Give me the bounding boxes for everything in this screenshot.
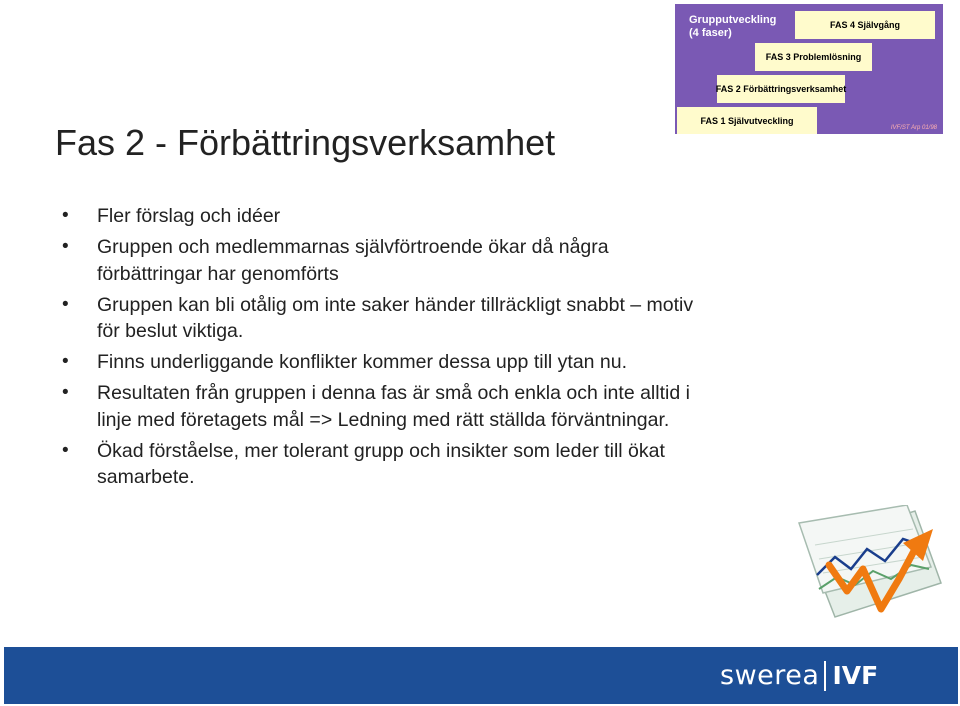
bullet-item [62, 349, 902, 376]
phase-diagram-title-line1: Grupputveckling [689, 14, 777, 26]
bullet-text-line: för beslut viktiga. [97, 320, 244, 342]
phase-diagram-signature: IVF/ST Arp 01/98 [890, 125, 937, 131]
bullet-item [62, 203, 902, 230]
bullet-dot: • [62, 236, 69, 257]
phase-diagram [675, 4, 943, 134]
bullet-item [62, 292, 902, 345]
bullet-text-line: Finns underliggande konflikter kommer dessa upp till ytan nu. [97, 351, 628, 373]
bullet-text-line: Gruppen och medlemmarnas självförtroende ökar då några [97, 236, 609, 258]
bullet-dot: • [62, 439, 69, 461]
bullet-text-line: Resultaten från gruppen i denna fas är små och enkla och inte alltid i [97, 382, 690, 404]
phase-step-1: FAS 1 Självutveckling [677, 107, 817, 134]
logo-sub-text: IVF [832, 661, 879, 690]
bullet-text-line: förbättringar har genomförts [97, 262, 339, 285]
logo-separator [824, 661, 826, 691]
swerea-ivf-logo [720, 649, 878, 702]
phase-diagram-title [689, 14, 776, 40]
bullet-item [62, 438, 902, 491]
bullet-text-line: Ökad förståelse, mer tolerant grupp och insikter som leder till ökat [97, 439, 665, 462]
phase-step-2: FAS 2 Förbättringsverksamhet [717, 75, 845, 103]
bullet-list [62, 203, 902, 495]
logo-main-text: swerea [720, 660, 820, 691]
bullet-dot: • [62, 293, 69, 315]
bullet-item [62, 380, 902, 433]
phase-step-4: FAS 4 Självgång [795, 11, 935, 39]
phase-diagram-title-line2: (4 faser) [689, 27, 732, 39]
trend-chart-icon [795, 505, 945, 620]
bullet-text-line: Gruppen kan bli otålig om inte saker händer tillräckligt snabbt – motiv [97, 293, 694, 316]
footer-bar [4, 647, 958, 704]
chart-sheets [799, 505, 941, 617]
phase-step-3: FAS 3 Problemlösning [755, 43, 872, 71]
bullet-dot: • [62, 205, 69, 226]
bullet-text-line: samarbete. [97, 466, 195, 488]
bullet-text-line: Fler förslag och idéer [97, 205, 281, 227]
bullet-dot: • [62, 351, 69, 372]
bullet-text-line: linje med företagets mål => Ledning med rätt ställda förväntningar. [97, 408, 670, 431]
bullet-item [62, 234, 902, 287]
bullet-dot: • [62, 382, 69, 403]
slide-title: Fas 2 - Förbättringsverksamhet [55, 122, 556, 163]
